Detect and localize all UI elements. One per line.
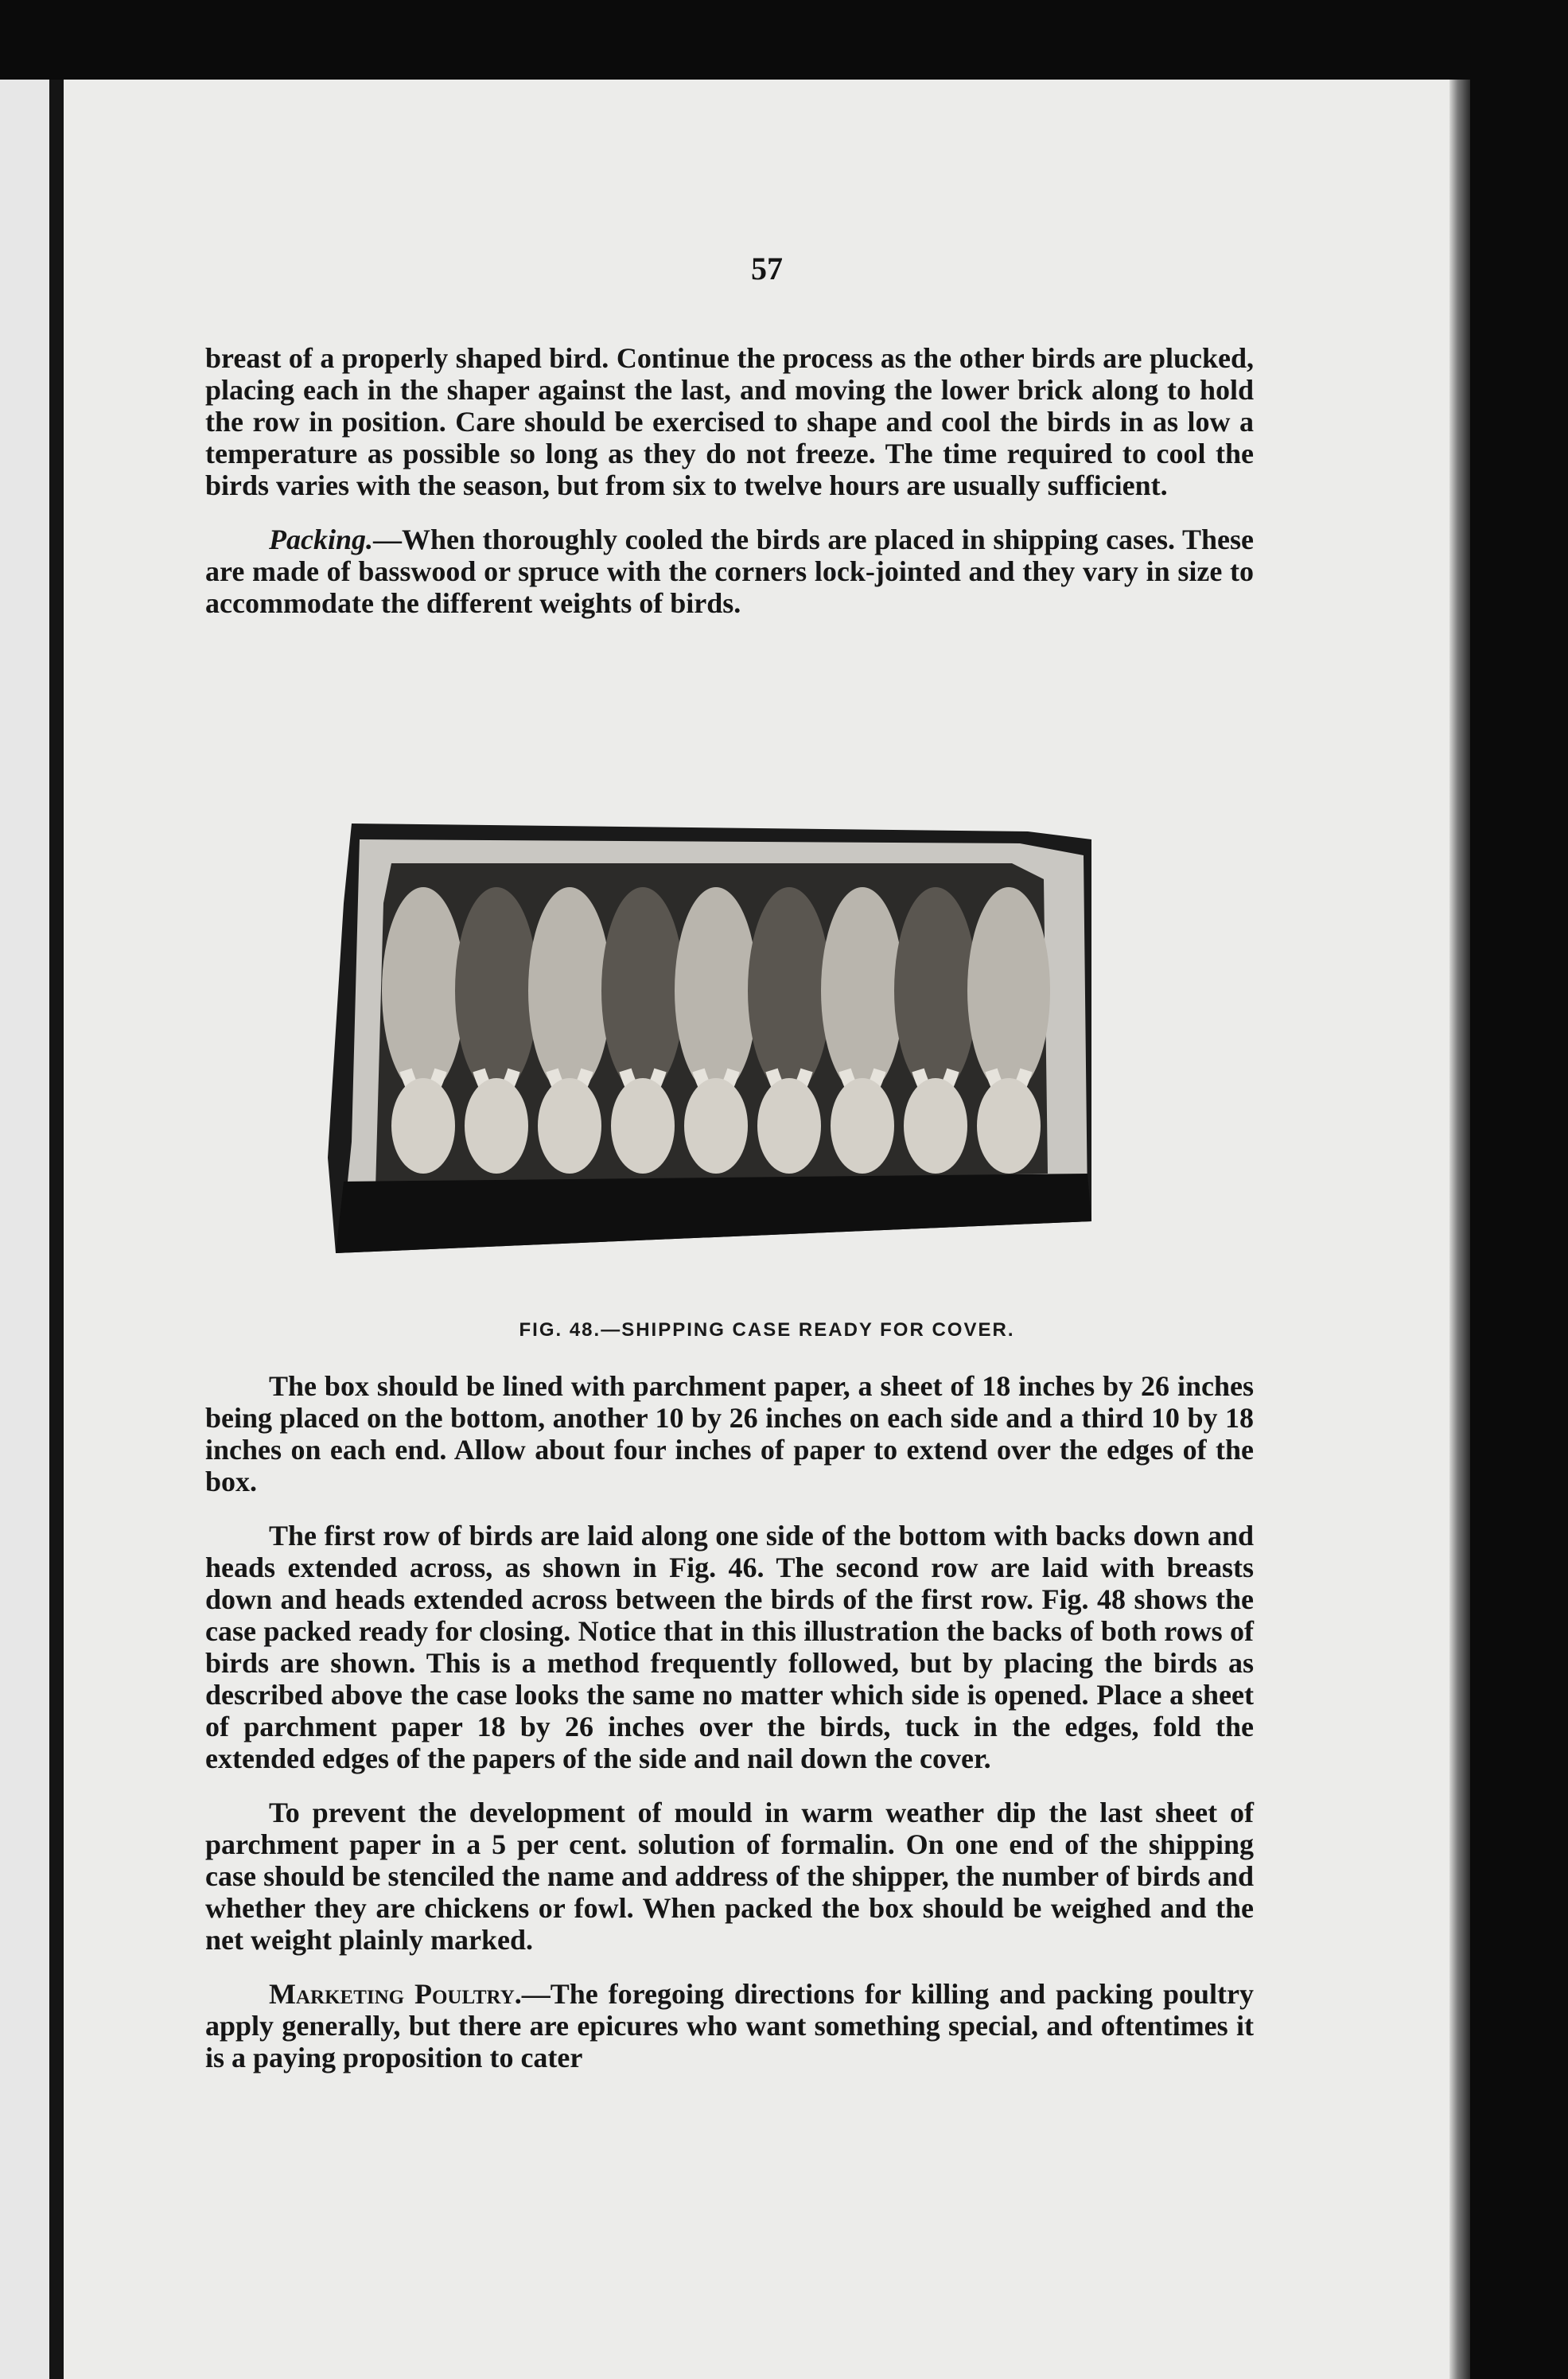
page-edge-shadow (1449, 80, 1470, 2379)
bird-body (601, 887, 684, 1094)
figure-caption: FIG. 48.—SHIPPING CASE READY FOR COVER. (519, 1319, 1015, 1341)
book-page (64, 80, 1470, 2379)
paragraph-shaping: breast of a properly shaped bird. Continue the process as the other birds are plucked, placing each in the shaper against the last, and moving the lower brick along to hold the row in position. Care should be exercised to shape and cool the birds in as low a temperature as possible so long as they do not freeze. The time required to cool the birds varies with the season, but from six to twelve hours are usually sufficient. (205, 342, 1254, 501)
shipping-case-photo (328, 808, 1136, 1295)
top-text-block (205, 342, 1254, 619)
binding-shadow (49, 80, 64, 2379)
bird-body (894, 887, 977, 1094)
paragraph-packing (205, 524, 1254, 619)
bird-body (748, 887, 831, 1094)
marketing-heading: Marketing Poultry. (269, 1978, 522, 2010)
bird-breast (831, 1078, 894, 1174)
bird-body (967, 887, 1050, 1094)
bird-body (528, 887, 611, 1094)
bird-body (821, 887, 904, 1094)
bird-breast (538, 1078, 601, 1174)
bird-breast (391, 1078, 455, 1174)
bird-breast (757, 1078, 821, 1174)
bird-breast (904, 1078, 967, 1174)
paragraph-marketing (205, 1978, 1254, 2073)
paragraph-lining: The box should be lined with parchment paper, a sheet of 18 inches by 26 inches being placed on the bottom, another 10 by 26 inches on each side and a third 10 by 18 inches on each end. Allow about four inches of paper to extend over the edges of the box. (205, 1370, 1254, 1497)
marketing-text: —The foregoing directions for killing and packing poultry apply generally, but there are epicures who want something special, and oftentimes it is a paying proposition to cater (205, 1978, 1254, 2073)
bird-breast (684, 1078, 748, 1174)
page-number: 57 (751, 251, 783, 286)
bird-breast (465, 1078, 528, 1174)
packing-heading: Packing. (269, 524, 373, 555)
bird-body (455, 887, 538, 1094)
bird-breast (611, 1078, 675, 1174)
bottom-text-block (205, 1370, 1254, 2073)
paragraph-rows: The first row of birds are laid along one side of the bottom with backs down and heads extended across, as shown in Fig. 46. The second row are laid with breasts down and heads extended across between the birds of the first row. Fig. 48 shows the case packed ready for closing. Notice that in this illustration the backs of both rows of birds are shown. This is a method frequently followed, but by placing the birds as described above the case looks the same no matter which side is opened. Place a sheet of parchment paper 18 by 26 inches over the birds, tuck in the edges, fold the extended edges of the papers of the side and nail down the cover. (205, 1520, 1254, 1774)
birds-group (382, 887, 1050, 1174)
previous-page-strip (0, 80, 49, 2379)
bird-body (382, 887, 465, 1094)
packing-text: —When thoroughly cooled the birds are placed in shipping cases. These are made of basswood or spruce with the corners lock-jointed and they vary in size to accommodate the different weights of birds. (205, 524, 1254, 619)
bird-breast (977, 1078, 1041, 1174)
bird-body (675, 887, 757, 1094)
paragraph-mould: To prevent the development of mould in warm weather dip the last sheet of parchment paper in a 5 per cent. solution of formalin. On one end of the shipping case should be stenciled the name and address of the shipper, the number of birds and whether they are chickens or fowl. When packed the box should be weighed and the net weight plainly marked. (205, 1797, 1254, 1956)
